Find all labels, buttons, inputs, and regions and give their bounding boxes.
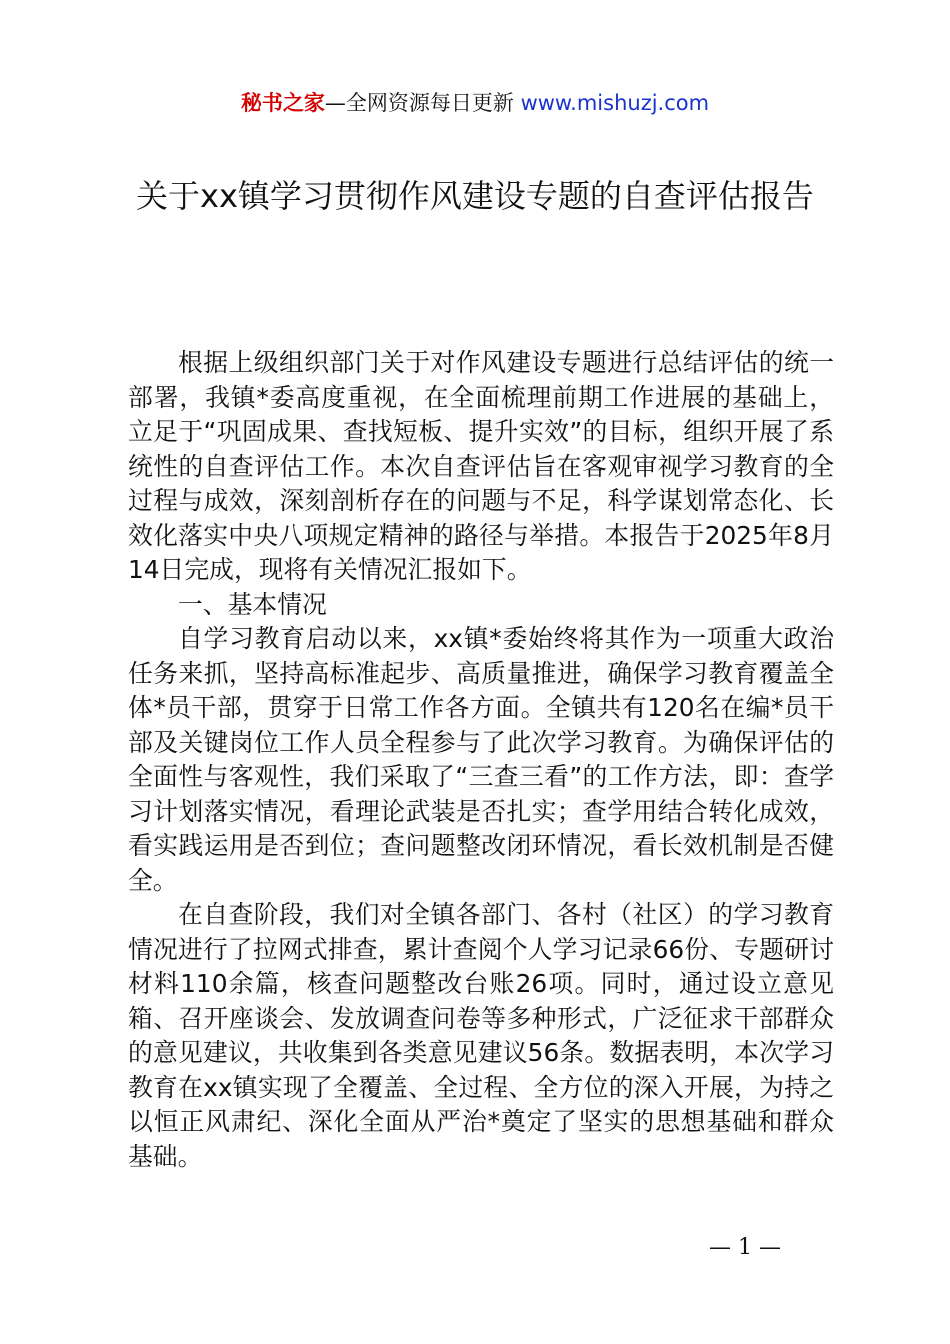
section-heading-basic: 一、基本情况 xyxy=(178,589,327,619)
header-tagline: —全网资源每日更新 xyxy=(324,91,514,115)
document-body xyxy=(128,346,834,1174)
brand-name: 秘书之家 xyxy=(240,91,325,115)
site-url-link[interactable]: www.mishuzj.com xyxy=(520,91,710,115)
paragraph-self-check: 在自查阶段，我们对全镇各部门、各村（社区）的学习教育情况进行了拉网式排查，累计查阅个人学习记录66份、专题研讨材料110余篇，核查问题整改台账26项。同时，通过设立意见箱、召开座谈会、发放调查问卷等多种形式，广泛征求干部群众的意见建议，共收集到各类意见建议56条。数据表明，本次学习教育在xx镇实现了全覆盖、全过程、全方位的深入开展，为持之以恒正风肃纪、深化全面从严治*奠定了坚实的思想基础和群众基础。 xyxy=(128,900,834,1171)
page-number: — 1 — xyxy=(709,1235,781,1260)
site-header xyxy=(0,88,950,118)
paragraph-overview: 自学习教育启动以来，xx镇*委始终将其作为一项重大政治任务来抓，坚持高标准起步、高质量推进，确保学习教育覆盖全体*员干部，贯穿于日常工作各方面。全镇共有120名在编*员干部及关键岗位工作人员全程参与了此次学习教育。为确保评估的全面性与客观性，我们采取了“三查三看”的工作方法，即：查学习计划落实情况，看理论武装是否扎实；查学用结合转化成效，看实践运用是否到位；查问题整改闭环情况，看长效机制是否健全。 xyxy=(128,624,834,895)
document-title: 关于xx镇学习贯彻作风建设专题的自查评估报告 xyxy=(136,177,814,215)
paragraph-intro: 根据上级组织部门关于对作风建设专题进行总结评估的统一部署，我镇*委高度重视，在全面梳理前期工作进展的基础上，立足于“巩固成果、查找短板、提升实效”的目标，组织开展了系统性的自查评估工作。本次自查评估旨在客观审视学习教育的全过程与成效，深刻剖析存在的问题与不足，科学谋划常态化、长效化落实中央八项规定精神的路径与举措。本报告于2025年8月14日完成，现将有关情况汇报如下。 xyxy=(128,348,834,584)
